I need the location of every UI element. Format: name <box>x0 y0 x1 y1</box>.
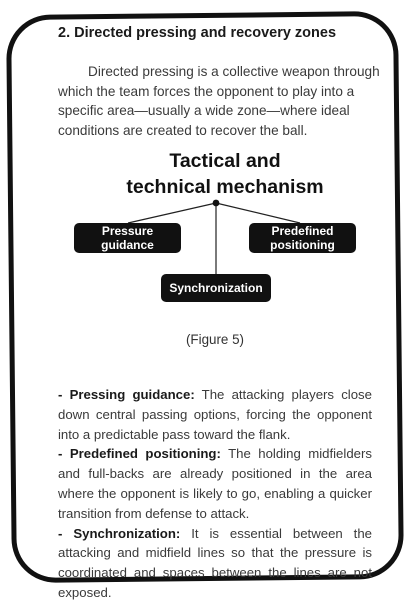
pressure-guidance-line-1: Pressure <box>101 224 154 238</box>
connector-line-right <box>216 203 300 223</box>
item-text: The attacking players close down central passing options, forcing the opponent into a predictable pass toward the flank. <box>58 387 372 442</box>
connector-line-left <box>128 203 216 223</box>
list-item-synchronization <box>58 524 372 603</box>
intro-line: conditions are created to recover the ball. <box>58 122 308 138</box>
predefined-positioning-line-2: positioning <box>270 238 335 252</box>
intro-line: which the team forces the opponent to play into a <box>58 83 355 99</box>
connector-hub-dot <box>213 200 220 207</box>
item-label: - Pressing guidance: <box>58 387 195 402</box>
figure-caption: (Figure 5) <box>185 332 245 347</box>
diagram-title-line-2: technical mechanism <box>126 176 324 198</box>
list-item-predefined-positioning <box>58 444 372 523</box>
intro-line: specific area—usually a wide zone—where ideal <box>58 103 350 118</box>
item-text: The holding midfielders and full-backs are already positioned in the area where the opponent is likely to go, enabling a quicker transition from defense to attack. <box>58 446 372 521</box>
pressure-guidance-box <box>74 223 181 253</box>
diagram-title-line-1: Tactical and <box>169 150 281 172</box>
list-item-pressing-guidance <box>58 385 372 444</box>
predefined-positioning-line-1: Predefined <box>271 224 334 238</box>
synchronization-box <box>161 274 271 302</box>
predefined-positioning-box <box>249 223 356 253</box>
item-label: - Predefined positioning: <box>58 446 221 462</box>
pressure-guidance-line-2: guidance <box>101 238 154 252</box>
synchronization-label: Synchronization <box>169 281 263 295</box>
item-label: - Synchronization: <box>58 525 181 541</box>
explanation-list <box>58 385 372 603</box>
intro-line: Directed pressing is a collective weapon through <box>88 64 380 79</box>
item-text: It is essential between the attacking and midfield lines so that the pressure is coordinated and spaces between the lines are not exposed. <box>58 525 372 600</box>
section-heading: 2. Directed pressing and recovery zones <box>58 25 337 41</box>
